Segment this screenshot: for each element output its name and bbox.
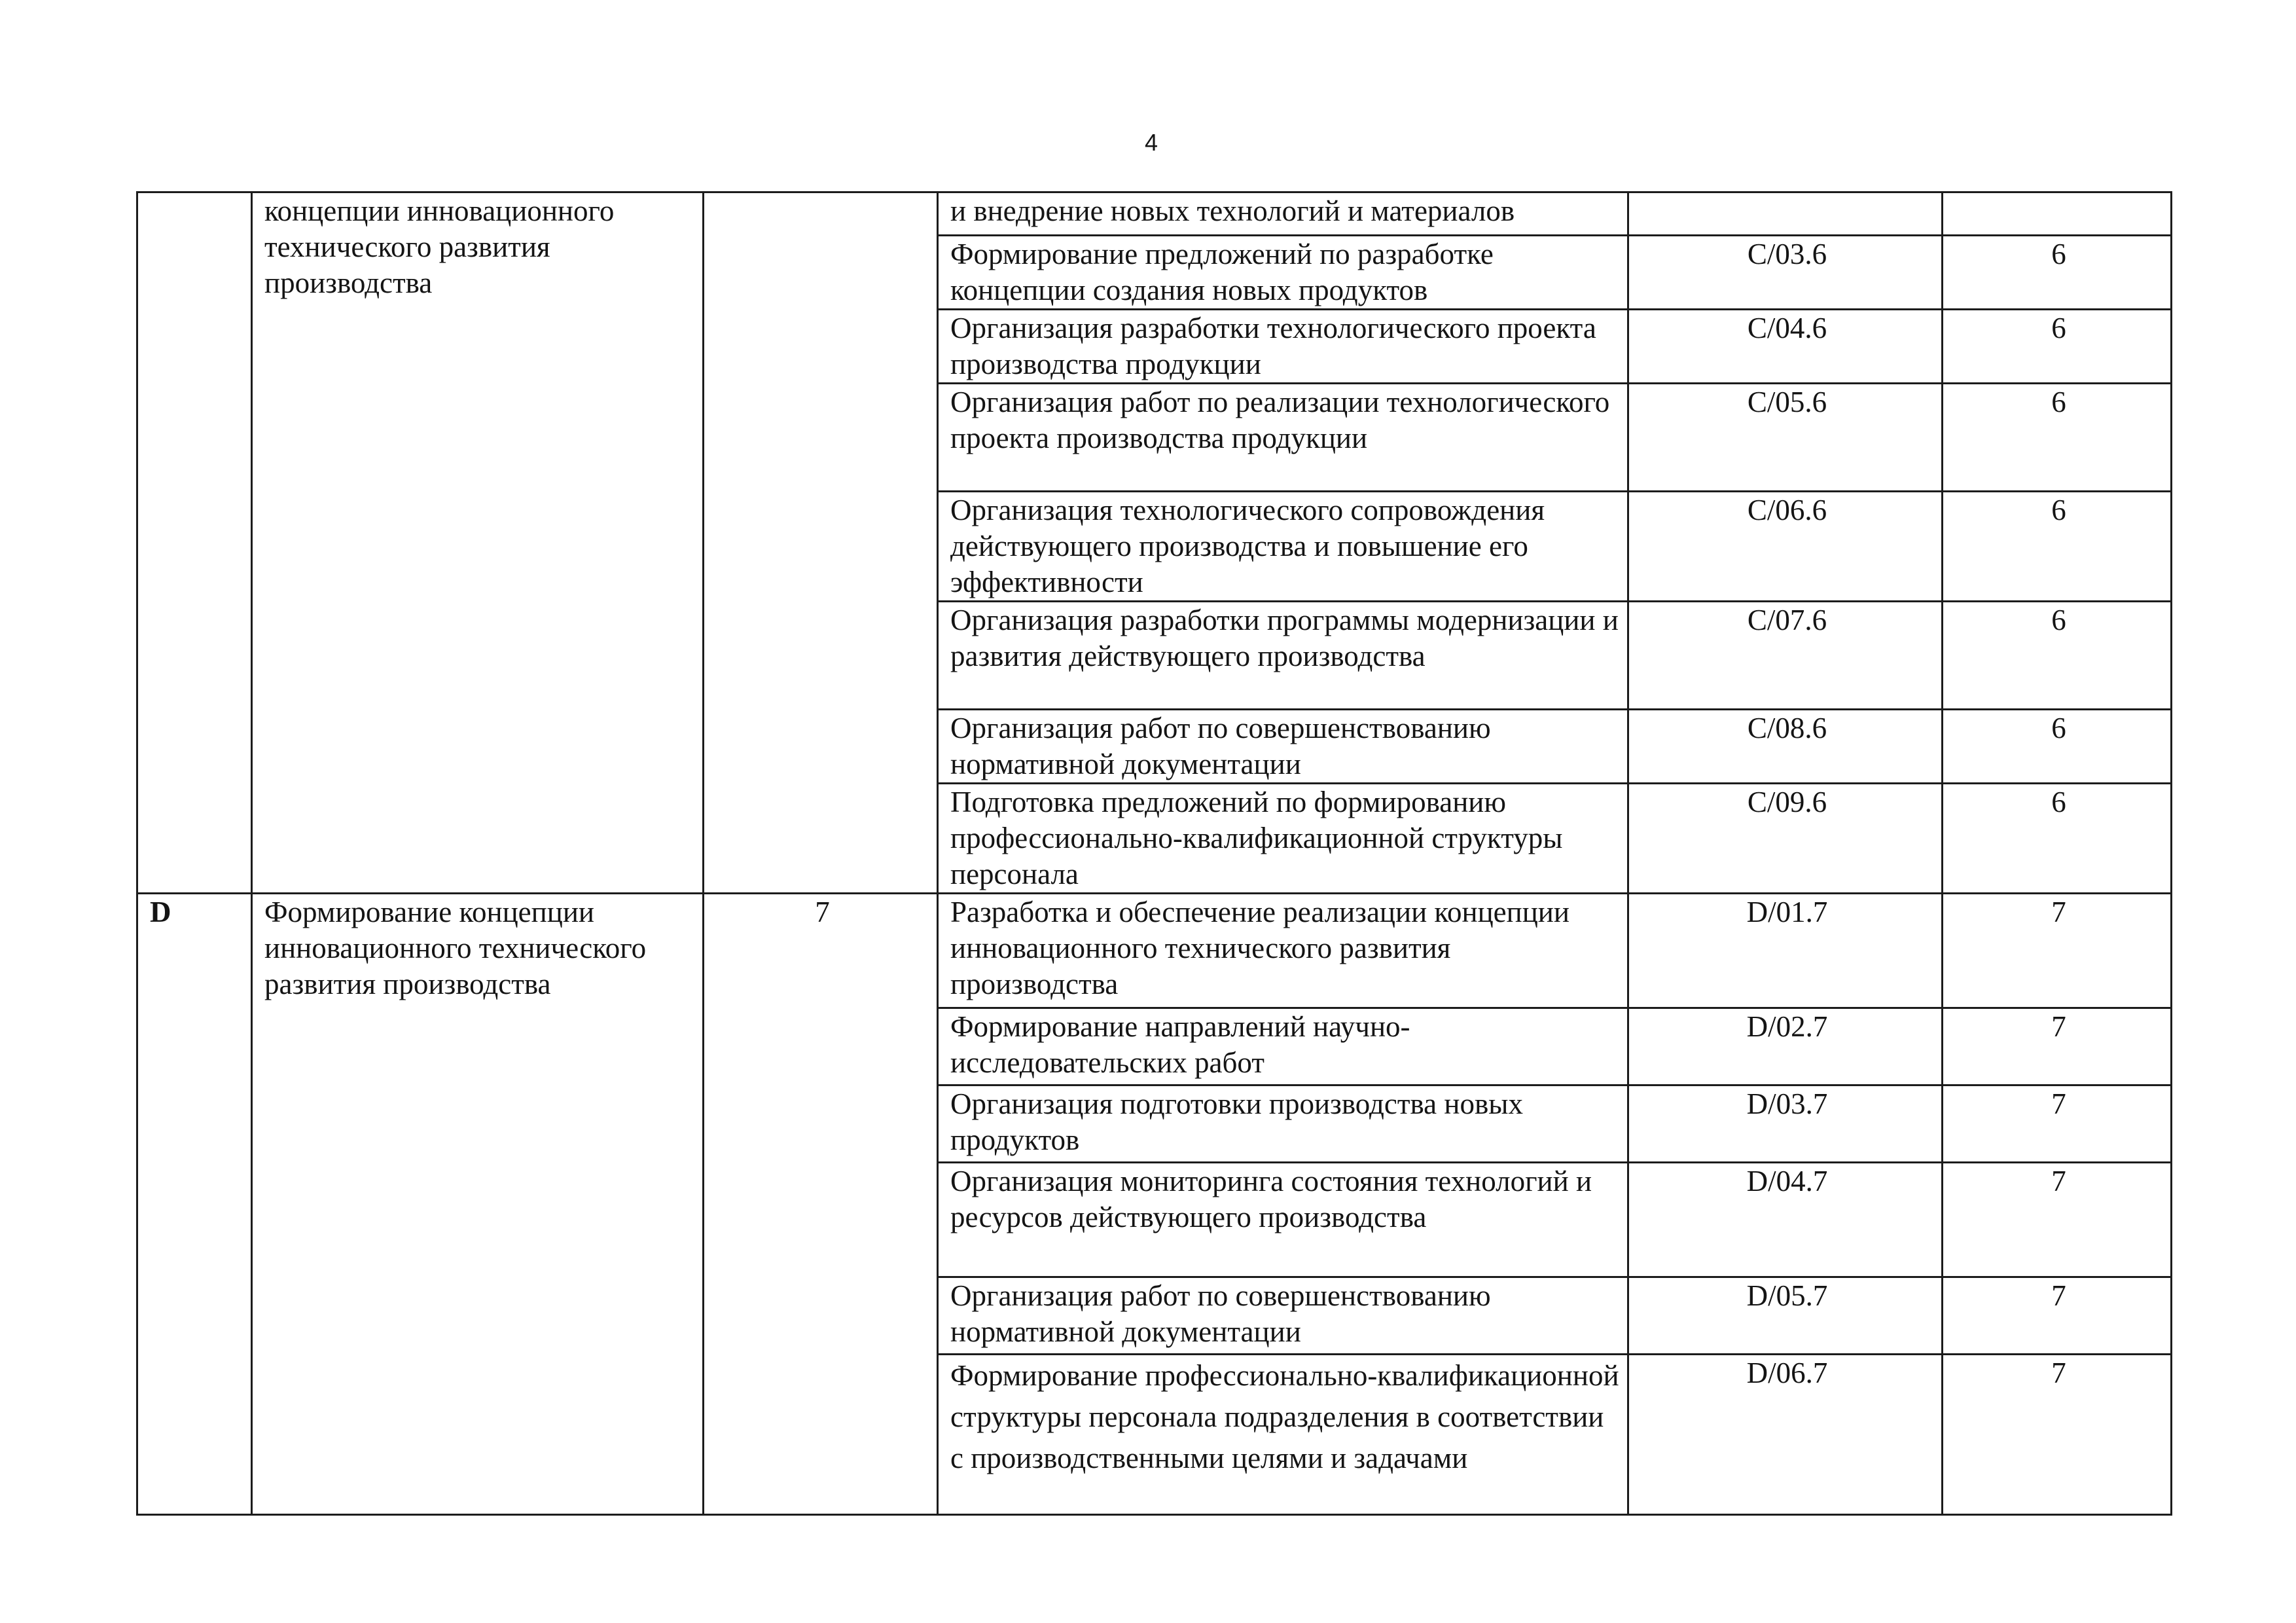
labor-function-name: Формирование направлений научно-исследовательских работ <box>938 1008 1628 1085</box>
labor-function-code: C/05.6 <box>1628 384 1943 492</box>
labor-function-name: Организация технологического сопровождения действующего производства и повышение его эффективности <box>938 492 1628 602</box>
labor-function-level: 6 <box>1943 602 2172 710</box>
labor-function-code <box>1628 192 1943 236</box>
labor-function-name: Разработка и обеспечение реализации концепции инновационного технического развития производства <box>938 894 1628 1008</box>
labor-function-level: 6 <box>1943 236 2172 310</box>
labor-function-code: D/04.7 <box>1628 1163 1943 1277</box>
labor-function-level: 7 <box>1943 894 2172 1008</box>
labor-function-level: 7 <box>1943 1277 2172 1355</box>
generalized-function-title: концепции инновационного технического развития производства <box>252 192 704 894</box>
labor-function-name: Организация подготовки производства новых продуктов <box>938 1085 1628 1163</box>
labor-function-code: C/06.6 <box>1628 492 1943 602</box>
labor-function-code: C/04.6 <box>1628 310 1943 384</box>
labor-function-code: D/02.7 <box>1628 1008 1943 1085</box>
labor-function-level: 7 <box>1943 1355 2172 1515</box>
labor-function-code: C/03.6 <box>1628 236 1943 310</box>
labor-function-name: Подготовка предложений по формированию профессионально-квалификационной структуры персонала <box>938 784 1628 894</box>
labor-function-code: C/09.6 <box>1628 784 1943 894</box>
labor-function-name: Организация работ по совершенствованию нормативной документации <box>938 1277 1628 1355</box>
labor-function-level: 6 <box>1943 384 2172 492</box>
labor-function-level: 7 <box>1943 1163 2172 1277</box>
generalized-function-code <box>137 192 252 894</box>
labor-function-level: 7 <box>1943 1008 2172 1085</box>
labor-function-code: D/06.7 <box>1628 1355 1943 1515</box>
page-number: 4 <box>1144 129 1158 156</box>
labor-function-code: C/07.6 <box>1628 602 1943 710</box>
labor-function-name: Организация разработки технологического проекта производства продукции <box>938 310 1628 384</box>
labor-function-level: 7 <box>1943 1085 2172 1163</box>
qualification-level <box>704 192 938 894</box>
labor-function-name: Формирование профессионально-квалификационной структуры персонала подразделения в соответствии с производственными целями и задачами <box>938 1355 1628 1515</box>
labor-function-name: и внедрение новых технологий и материалов <box>938 192 1628 236</box>
labor-function-code: D/05.7 <box>1628 1277 1943 1355</box>
labor-function-name: Формирование предложений по разработке концепции создания новых продуктов <box>938 236 1628 310</box>
labor-function-level: 6 <box>1943 784 2172 894</box>
table-row <box>137 192 2172 236</box>
generalized-function-code: D <box>137 894 252 1515</box>
labor-function-level <box>1943 192 2172 236</box>
labor-function-name: Организация мониторинга состояния технологий и ресурсов действующего производства <box>938 1163 1628 1277</box>
labor-functions-table <box>136 191 2172 1516</box>
labor-function-name: Организация работ по совершенствованию нормативной документации <box>938 710 1628 784</box>
labor-function-level: 6 <box>1943 492 2172 602</box>
labor-function-code: C/08.6 <box>1628 710 1943 784</box>
labor-function-level: 6 <box>1943 710 2172 784</box>
labor-function-code: D/01.7 <box>1628 894 1943 1008</box>
labor-function-name: Организация разработки программы модернизации и развития действующего производства <box>938 602 1628 710</box>
generalized-function-title: Формирование концепции инновационного технического развития производства <box>252 894 704 1515</box>
table-row <box>137 894 2172 1008</box>
labor-function-level: 6 <box>1943 310 2172 384</box>
labor-function-name: Организация работ по реализации технологического проекта производства продукции <box>938 384 1628 492</box>
qualification-level: 7 <box>704 894 938 1515</box>
labor-function-code: D/03.7 <box>1628 1085 1943 1163</box>
